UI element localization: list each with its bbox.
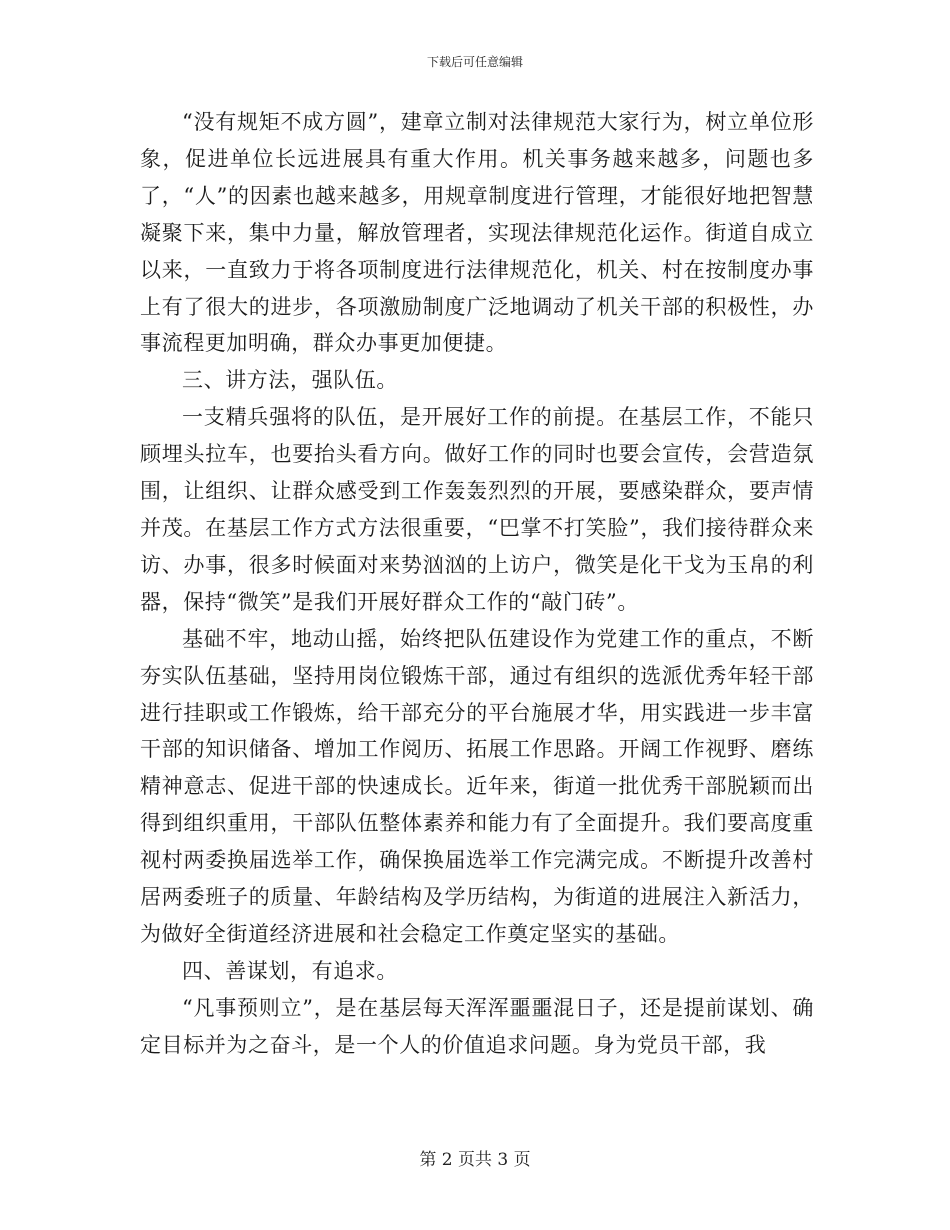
- page-header: 下载后可任意编辑: [426, 55, 523, 69]
- paragraph-team-building: 基础不牢，地动山摇，始终把队伍建设作为党建工作的重点，不断夯实队伍基础，坚持用岗位锻炼干部，通过有组织的选派优秀年轻干部进行挂职或工作锻炼，给干部充分的平台施展才华，用实践进一步丰富干部的知识储备、增加工作阅历、拓展工作思路。开阔工作视野、磨练精神意志、促进干部的快速成长。近年来，街道一批优秀干部脱颖而出得到组织重用，干部队伍整体素养和能力有了全面提升。我们要高度重视村两委换届选举工作，确保换届选举工作完满完成。不断提升改善村居两委班子的质量、年龄结构及学历结构，为街道的进展注入新活力，为做好全街道经济进展和社会稳定工作奠定坚实的基础。: [140, 626, 814, 946]
- section-heading-4: 四、善谋划，有追求。: [182, 958, 398, 983]
- paragraph-rules-regulations: “没有规矩不成方圆”，建章立制对法律规范大家行为，树立单位形象，促进单位长远进展具有重大作用。机关事务越来越多，问题也多了，“人”的因素也越来越多，用规章制度进行管理，才能很好地把智慧凝聚下来，集中力量，解放管理者，实现法律规范化运作。街道自成立以来，一直致力于将各项制度进行法律规范化，机关、村在按制度办事上有了很大的进步，各项激励制度广泛地调动了机关干部的积极性，办事流程更加明确，群众办事更加便捷。: [140, 110, 814, 356]
- page-number-footer: 第 2 页共 3 页: [419, 1150, 531, 1170]
- document-body: [140, 104, 814, 1064]
- paragraph-team-work: 一支精兵强将的队伍，是开展好工作的前提。在基层工作，不能只顾埋头拉车，也要抬头看方向。做好工作的同时也要会宣传，会营造氛围，让组织、让群众感受到工作轰轰烈烈的开展，要感染群众，要声情并茂。在基层工作方式方法很重要，“巴掌不打笑脸”，我们接待群众来访、办事，很多时候面对来势汹汹的上访户，微笑是化干戈为玉帛的利器，保持“微笑”是我们开展好群众工作的“敲门砖”。: [140, 405, 814, 614]
- section-heading-3: 三、讲方法，强队伍。: [182, 368, 398, 393]
- paragraph-planning: “凡事预则立”，是在基层每天浑浑噩噩混日子，还是提前谋划、确定目标并为之奋斗，是一个人的价值追求问题。身为党员干部，我: [140, 995, 814, 1057]
